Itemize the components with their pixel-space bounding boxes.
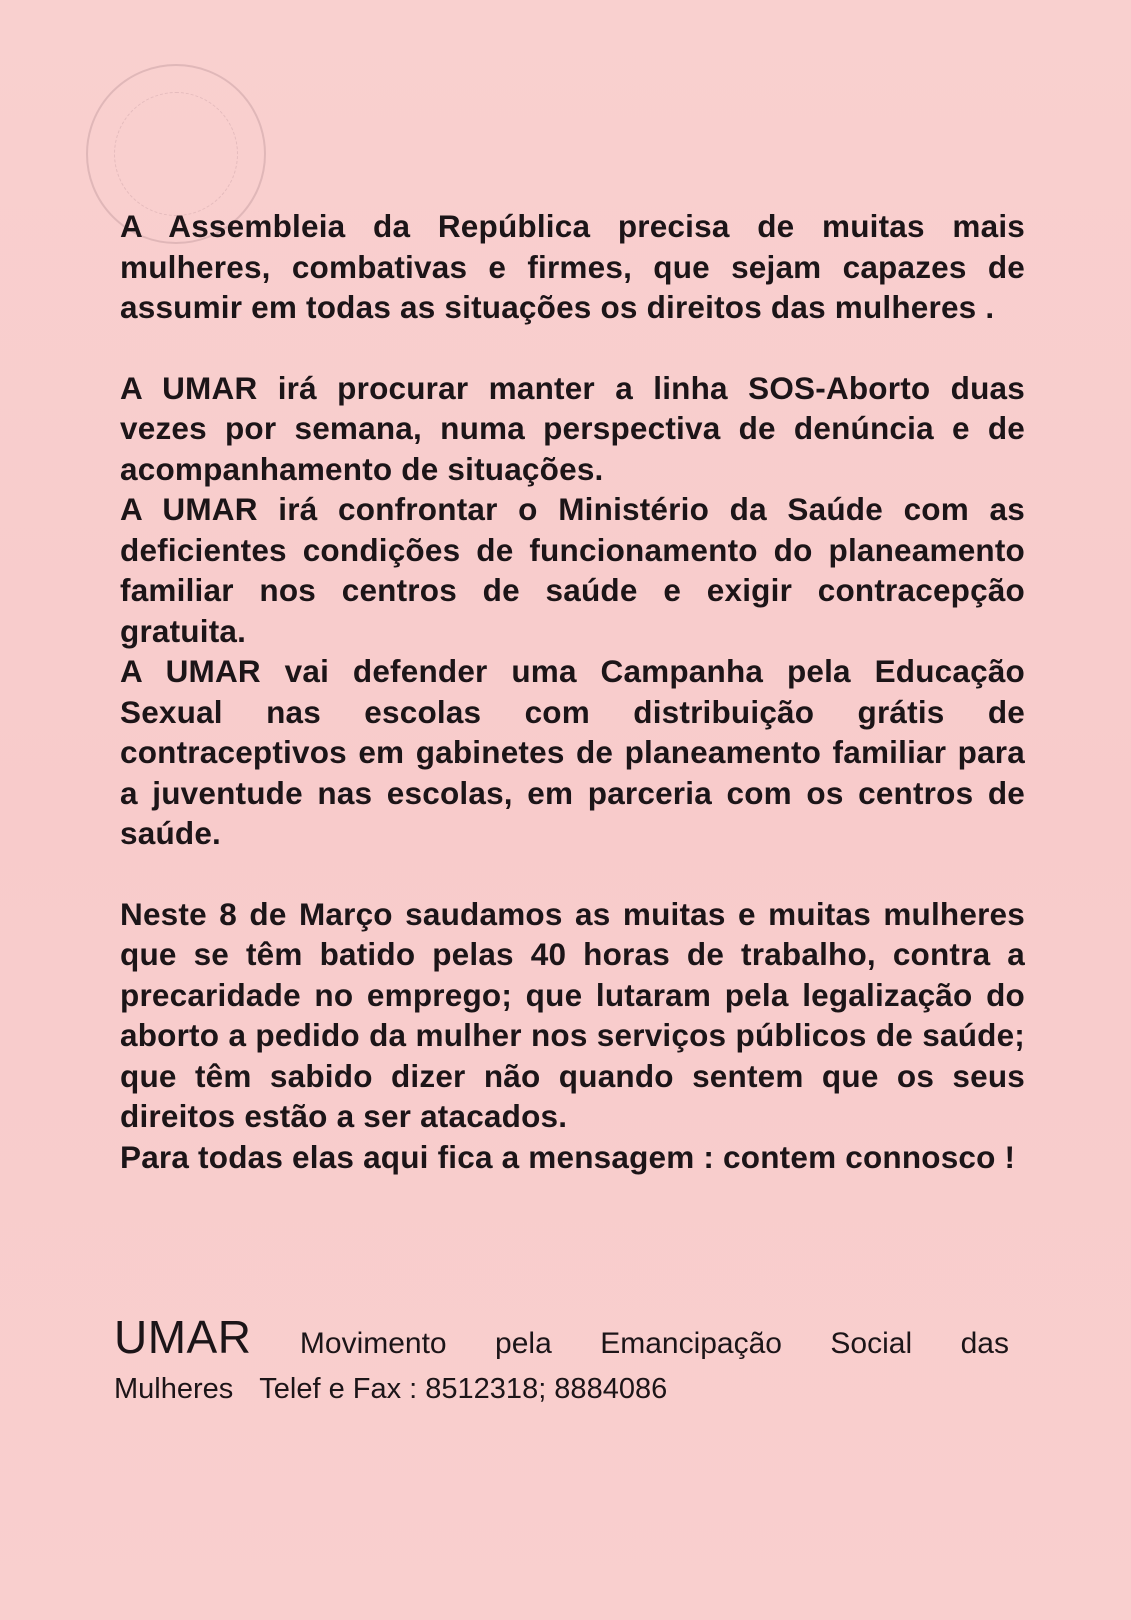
paragraph-contem-connosco: Para todas elas aqui fica a mensagem : contem connosco ! [120, 1138, 1016, 1175]
organization-footer [114, 1311, 1009, 1409]
footer-word: pela [495, 1327, 552, 1360]
paragraph-sos-aborto: A UMAR irá procurar manter a linha SOS-Aborto duas vezes por semana, numa perspectiva de denúncia e de acompanhamento de situações. [120, 369, 1025, 487]
footer-word: das [960, 1327, 1009, 1360]
contact-info: Telef e Fax : 8512318; 8884086 [259, 1373, 668, 1405]
paragraph-educacao-sexual: A UMAR vai defender uma Campanha pela Educação Sexual nas escolas com distribuição grátis de contraceptivos em gabinetes de planeamento familiar para a juventude nas escolas, em parceria com os centros de saúde. [120, 653, 1025, 851]
paragraph-8-marco: Neste 8 de Março saudamos as muitas e muitas mulheres que se têm batido pelas 40 horas de trabalho, contra a precaridade no emprego; que lutaram pela legalização do aborto a pedido da mulher nos serviços públicos de saúde; que têm sabido dizer não quando sentem que os seus direitos estão a ser atacados. [120, 895, 1025, 1134]
footer-word-mulheres: Mulheres [114, 1373, 234, 1405]
body-text [120, 206, 1025, 1177]
footer-word: Social [830, 1327, 913, 1360]
paragraph-ministerio-saude: A UMAR irá confrontar o Ministério da Saúde com as deficientes condições de funcionamento do planeamento familiar nos centros de saúde e exigir contracepção gratuita. [120, 491, 1025, 649]
brand-name: UMAR [114, 1311, 252, 1363]
paragraph-assembleia: A Assembleia da República precisa de muitas mais mulheres, combativas e firmes, que sejam capazes de assumir em todas as situações os direitos das mulheres . [120, 208, 1025, 325]
footer-word: Movimento [299, 1327, 447, 1360]
footer-line-1 [114, 1311, 1009, 1365]
footer-line-2 [114, 1369, 1009, 1409]
footer-word: Emancipação [600, 1327, 782, 1360]
